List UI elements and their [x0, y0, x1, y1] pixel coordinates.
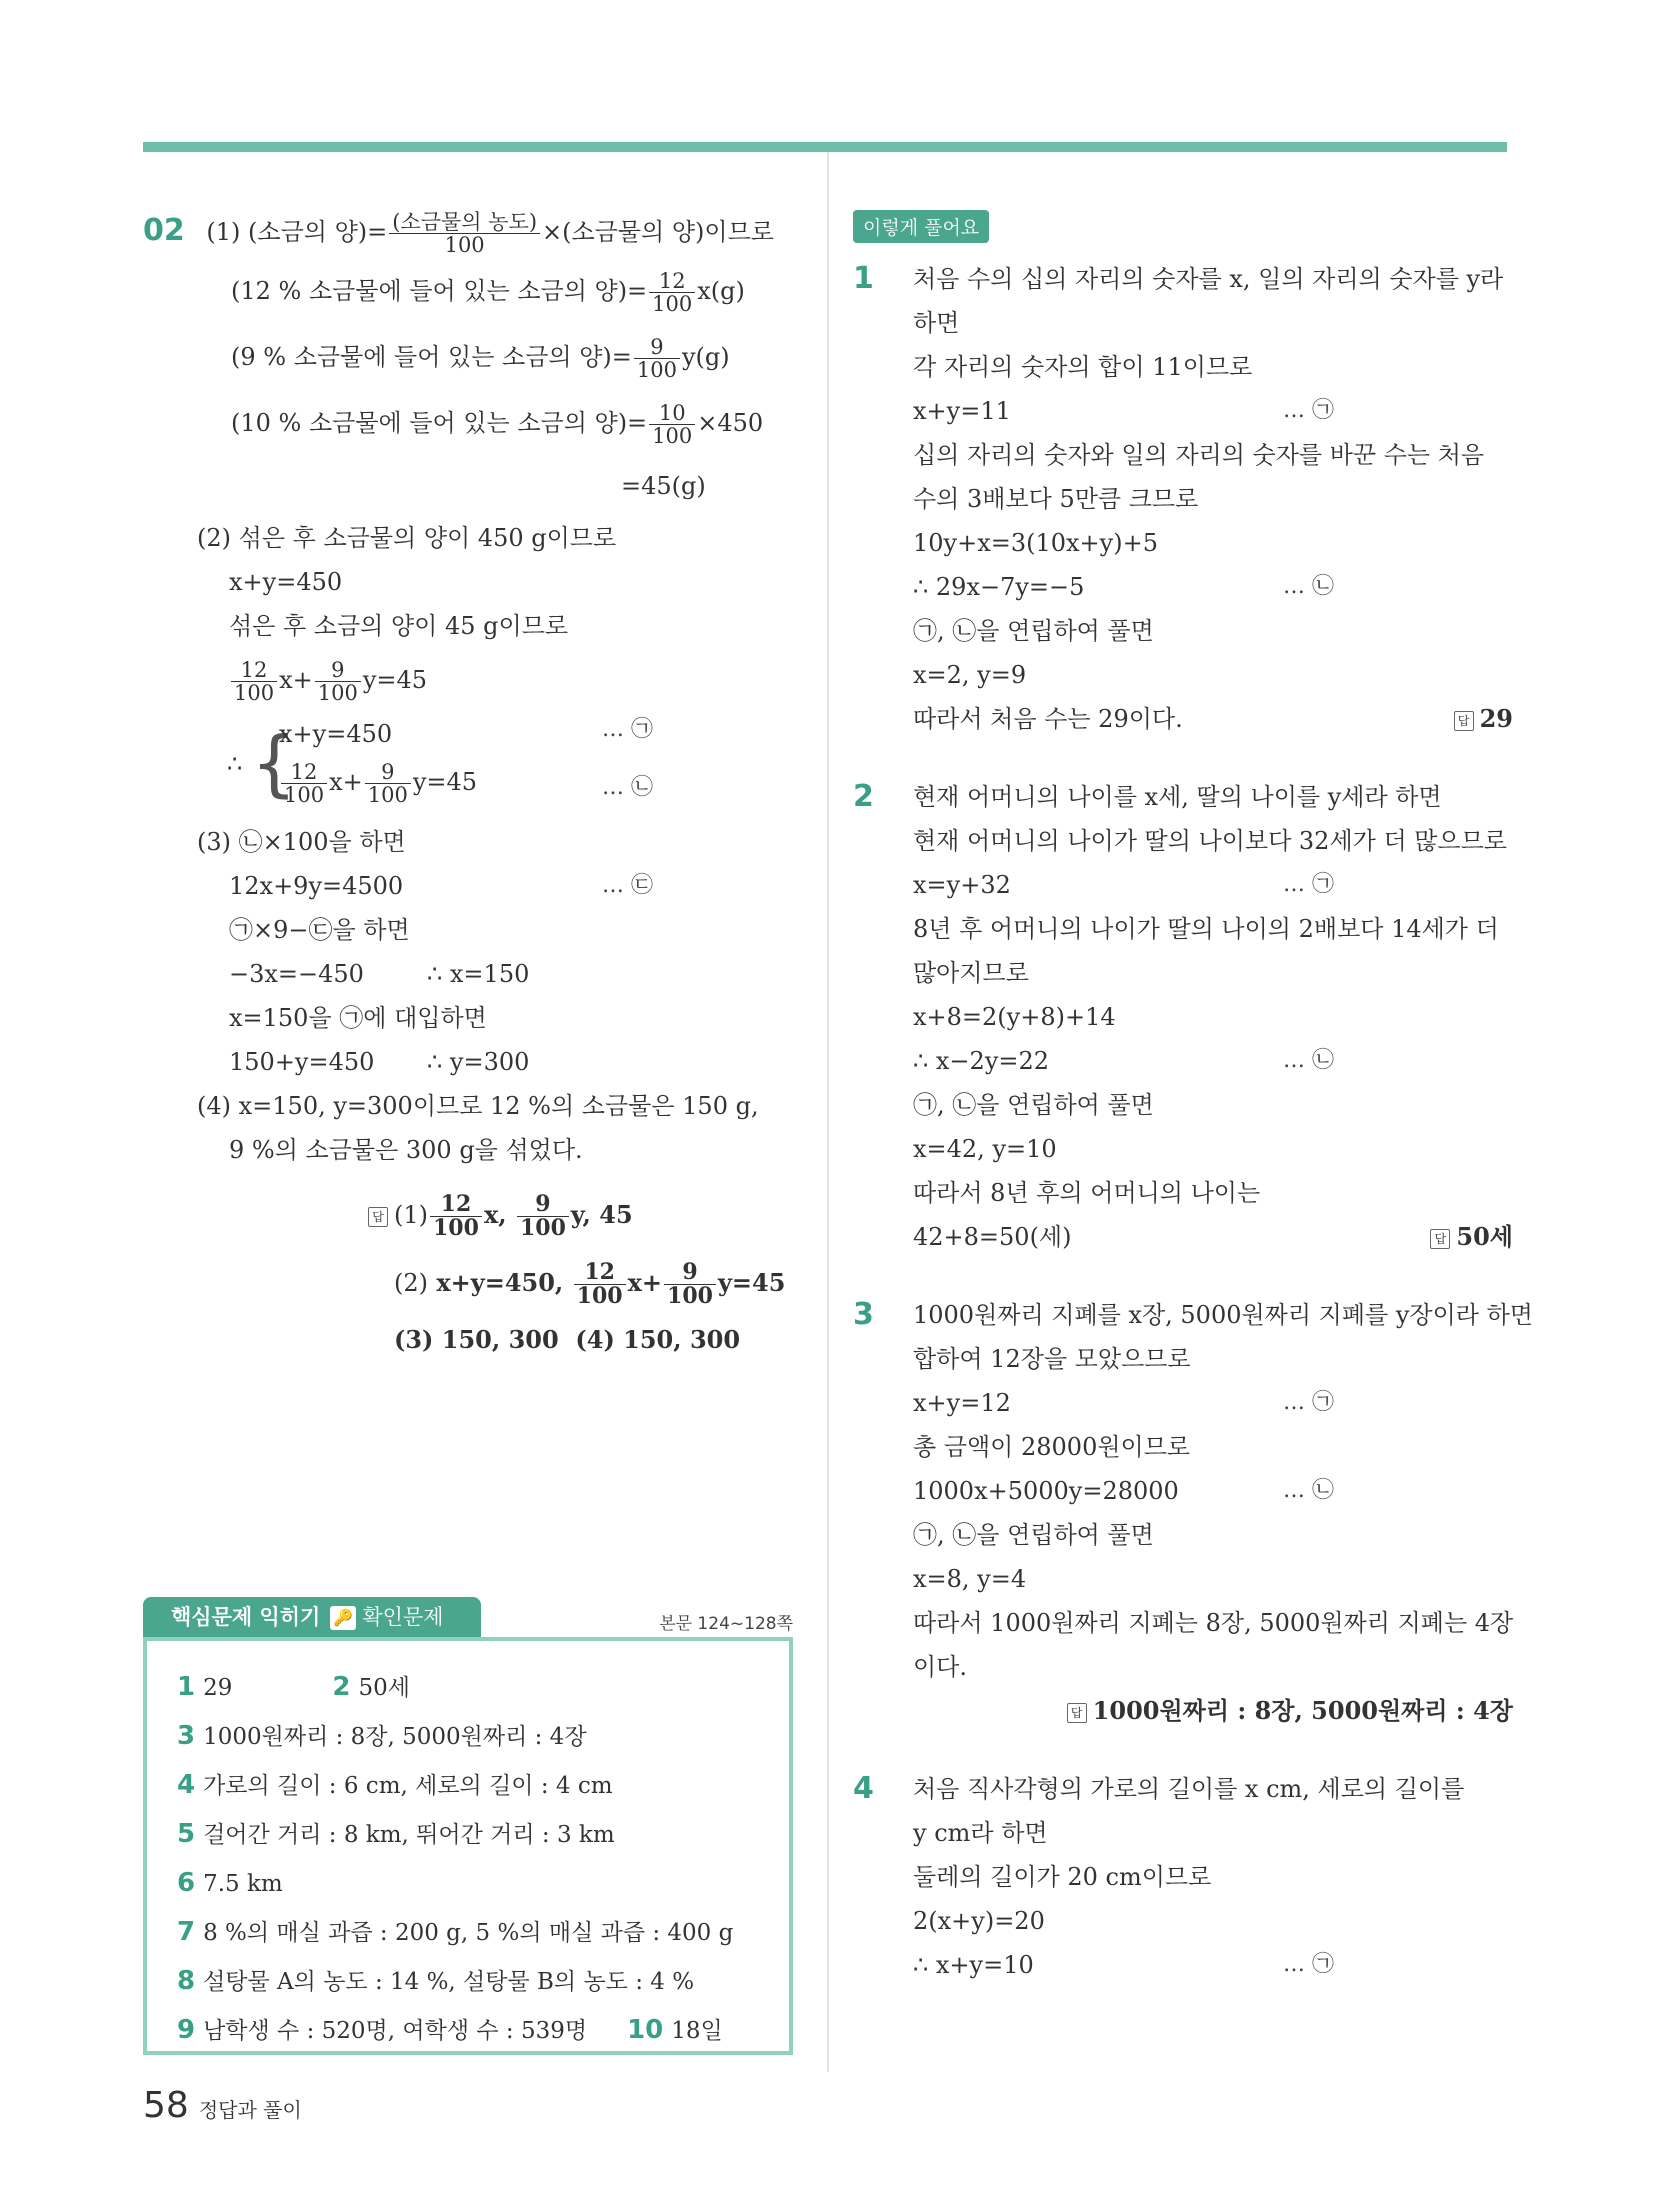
text: 따라서 8년 후의 어머니의 나이는: [913, 1179, 1261, 1207]
answer-text: 50세: [1456, 1222, 1513, 1251]
item-number: 2: [332, 1672, 351, 1702]
text: ∴ 29x−7y=−5: [913, 573, 1085, 601]
ref-label: … ㉡: [1283, 574, 1334, 599]
fraction: [649, 402, 695, 447]
right-column: [853, 210, 1533, 2021]
solution-line: [913, 433, 1513, 477]
text: x=150, y=300이므로 12 %의 소금물은 150 g,: [238, 1092, 759, 1120]
text: x,: [483, 1200, 507, 1229]
item-text: 50세: [358, 1675, 410, 1701]
item-number: 10: [627, 2015, 664, 2045]
text: 따라서 1000원짜리 지폐는 8장, 5000원짜리 지폐는 4장: [913, 1609, 1514, 1637]
problem-number: 4: [853, 1771, 874, 1806]
text: ∴ y=300: [427, 1048, 530, 1076]
text: ×(소금물의 양)이므로: [542, 218, 774, 246]
p2-text2: 섞은 후 소금의 양이 45 g이므로: [229, 612, 569, 640]
fraction: [634, 336, 680, 381]
numerator: (소금물의 농도): [389, 211, 540, 234]
denominator: 100: [667, 1283, 713, 1309]
solution-line: [913, 565, 1513, 609]
text: (3) 150, 300: [394, 1325, 559, 1354]
text: (12 % 소금물에 들어 있는 소금의 양)=: [231, 277, 648, 305]
ref-label: … ㉠: [602, 717, 653, 742]
item-number: 1: [177, 1672, 196, 1702]
answer-3-4: [368, 1318, 793, 1362]
text: 12x+9y=4500: [229, 872, 404, 900]
text: ∴ x+y=10: [913, 1951, 1034, 1979]
solution-line: [913, 1171, 1513, 1215]
text: x=2, y=9: [913, 661, 1027, 689]
salt-12-line: [231, 258, 793, 324]
answers-block: [143, 1182, 793, 1362]
numerator: 10: [649, 402, 695, 425]
part-label: (3): [197, 828, 231, 856]
numerator: 9: [315, 659, 361, 682]
item-text: 29: [203, 1675, 233, 1701]
denominator: 100: [284, 783, 325, 807]
solution-line: [913, 1855, 1513, 1899]
answer-icon: 답: [1454, 711, 1474, 731]
text: 처음 직사각형의 가로의 길이를 x cm, 세로의 길이를: [913, 1775, 1465, 1803]
ref-label: … ㉡: [1283, 1048, 1334, 1073]
numerator: 12: [649, 270, 695, 293]
text: 수의 3배보다 5만큼 크므로: [913, 485, 1199, 513]
p3-eq3: [197, 1040, 793, 1084]
answer: [913, 1689, 1513, 1733]
solution-problem: [853, 1767, 1513, 1987]
item-text: 8 %의 매실 과즙 : 200 g, 5 %의 매실 과즙 : 400 g: [203, 1920, 734, 1946]
solution-line: [913, 1039, 1513, 1083]
p3-eq2: [197, 952, 793, 996]
solution-badge: 이렇게 풀어요: [853, 210, 989, 243]
answer-text: 1000원짜리 : 8장, 5000원짜리 : 4장: [1092, 1696, 1513, 1725]
salt-9-line: [231, 324, 793, 390]
text: 총 금액이 28000원이므로: [913, 1433, 1191, 1461]
text: x+y=12: [913, 1389, 1011, 1417]
item-text: 18일: [671, 2018, 723, 2044]
text: 각 자리의 숫자의 합이 11이므로: [913, 353, 1253, 381]
item-text: 가로의 길이 : 6 cm, 세로의 길이 : 4 cm: [203, 1773, 613, 1799]
answer: [1454, 697, 1513, 741]
p2-eq2: [197, 648, 793, 712]
text: (10 % 소금물에 들어 있는 소금의 양)=: [231, 409, 648, 437]
tab-title: 핵심문제 익히기: [171, 1605, 321, 1629]
solution-line: [913, 1381, 1513, 1425]
key-icon: 🔑: [330, 1606, 356, 1630]
text: ×450: [697, 409, 764, 437]
page-number: 58: [143, 2085, 189, 2126]
solution-line: [913, 1811, 1513, 1855]
item-number: 5: [177, 1819, 196, 1849]
answer-key-item: [177, 1663, 759, 1712]
denominator: 100: [367, 783, 408, 807]
fraction: [281, 761, 327, 806]
text: x+y=11: [913, 397, 1011, 425]
text: 현재 어머니의 나이가 딸의 나이보다 32세가 더 많으므로: [913, 827, 1507, 855]
part-label: (2): [394, 1269, 428, 1297]
text: y=45: [362, 666, 428, 694]
p4-text2: 9 %의 소금물은 300 g을 섞었다.: [229, 1136, 583, 1164]
solution-list: [853, 257, 1533, 1987]
item-text: 걸어간 거리 : 8 km, 뛰어간 거리 : 3 km: [203, 1822, 615, 1848]
numerator: 12: [231, 659, 277, 682]
text: (소금의 양)=: [248, 218, 388, 246]
answer-key-frame: [143, 1637, 793, 2055]
text: 많아지므로: [913, 959, 1029, 987]
solution-line: [913, 1215, 1513, 1259]
numerator: 9: [664, 1261, 716, 1285]
text: ㉡×100을 하면: [238, 828, 406, 856]
numerator: 9: [365, 761, 411, 784]
item-number: 3: [177, 1721, 196, 1751]
part-label: (2): [197, 524, 231, 552]
text: 8년 후 어머니의 나이가 딸의 나이의 2배보다 14세가 더: [913, 915, 1499, 943]
denominator: 100: [652, 424, 693, 448]
text: 둘레의 길이가 20 cm이므로: [913, 1863, 1212, 1891]
part-label: (1): [206, 218, 241, 246]
ref-label: … ㉠: [1283, 1952, 1334, 1977]
numerator: 9: [634, 336, 680, 359]
tab-subtitle: 확인문제: [362, 1605, 444, 1629]
fraction: [574, 1258, 626, 1309]
solution-line: [913, 1083, 1513, 1127]
numerator: 12: [281, 761, 327, 784]
solution-line: [913, 1557, 1513, 1601]
p3-text3: x=150을 ㉠에 대입하면: [229, 1004, 487, 1032]
solution-problem: [853, 1293, 1533, 1733]
text: 하면: [913, 309, 960, 337]
text: x+y=450,: [436, 1268, 564, 1297]
solution-line: [913, 863, 1513, 907]
page-reference: 본문 124~128쪽: [659, 1614, 793, 1634]
text: 따라서 처음 수는 29이다.: [913, 705, 1183, 733]
denominator: 100: [433, 1215, 479, 1241]
answer-icon: 답: [1067, 1703, 1087, 1723]
text: ㉠, ㉡을 연립하여 풀면: [913, 1091, 1154, 1119]
ref-label: … ㉢: [602, 873, 653, 898]
equation-system: [197, 712, 793, 820]
text: 2(x+y)=20: [913, 1907, 1045, 1935]
answer-text: 29: [1479, 704, 1513, 733]
answer-icon: 답: [1430, 1229, 1450, 1249]
solution-line: [913, 1767, 1513, 1811]
answer-icon: 답: [368, 1207, 388, 1227]
part-label: (1): [394, 1201, 428, 1229]
item-number: 8: [177, 1966, 196, 1996]
text: x=8, y=4: [913, 1565, 1027, 1593]
denominator: 100: [519, 1215, 566, 1241]
solution-line: [913, 345, 1513, 389]
answer-key-item: [177, 1761, 759, 1810]
text: x+: [329, 768, 363, 796]
text: x=42, y=10: [913, 1135, 1057, 1163]
solution-line: [913, 1943, 1513, 1987]
left-column: [143, 205, 793, 1362]
text: 42+8=50(세): [913, 1223, 1072, 1251]
solution-line: [913, 1899, 1513, 1943]
solution-line: [913, 697, 1513, 741]
solution-line: [913, 257, 1513, 301]
solution-line: [913, 907, 1513, 951]
text: 이다.: [913, 1653, 967, 1681]
denominator: 100: [652, 292, 693, 316]
text: 1000원짜리 지폐를 x장, 5000원짜리 지폐를 y장이라 하면: [913, 1301, 1533, 1329]
text: x+: [627, 1268, 663, 1297]
solution-line: [913, 1425, 1513, 1469]
column-divider: [827, 152, 829, 2072]
ref-label: … ㉡: [602, 775, 653, 800]
solution-line: [913, 995, 1513, 1039]
text: 처음 수의 십의 자리의 숫자를 x, 일의 자리의 숫자를 y라: [913, 265, 1504, 293]
item-number: 4: [177, 1770, 196, 1800]
solution-line: [913, 1337, 1513, 1381]
numerator: 9: [517, 1193, 569, 1217]
sys-eq2: [279, 760, 477, 806]
p3-text2: ㉠×9−㉢을 하면: [229, 916, 410, 944]
text: ㉠, ㉡을 연립하여 풀면: [913, 1521, 1154, 1549]
fraction: [231, 659, 277, 704]
answer-key-tab: [143, 1597, 481, 1637]
p2-line: [197, 516, 793, 560]
fraction: [365, 761, 411, 806]
text: x+y=450: [279, 720, 393, 748]
p1-line: [143, 205, 793, 258]
solution-line: [913, 521, 1513, 565]
denominator: 100: [576, 1283, 623, 1309]
numerator: 12: [574, 1261, 626, 1285]
text: x+8=2(y+8)+14: [913, 1003, 1116, 1031]
p3-eq1: [197, 864, 793, 908]
numerator: 12: [430, 1193, 482, 1217]
denominator: 100: [444, 233, 485, 257]
answer-key-item: [177, 1957, 759, 2006]
solution-problem: [853, 775, 1513, 1259]
solution-line: [913, 951, 1513, 995]
solution-problem: [853, 257, 1513, 741]
ref-label: … ㉡: [1283, 1478, 1334, 1503]
text: ㉠, ㉡을 연립하여 풀면: [913, 617, 1154, 645]
text: 150+y=450: [229, 1048, 375, 1076]
text: y cm라 하면: [913, 1819, 1048, 1847]
fraction: [389, 211, 540, 256]
fraction: [517, 1190, 569, 1241]
item-text: 7.5 km: [203, 1871, 283, 1897]
brace: {: [251, 721, 297, 805]
text: 섞은 후 소금물의 양이 450 g이므로: [238, 524, 617, 552]
text: 합하여 12장을 모았으므로: [913, 1345, 1191, 1373]
solution-line: [913, 1601, 1513, 1645]
item-text: 설탕물 A의 농도 : 14 %, 설탕물 B의 농도 : 4 %: [203, 1969, 695, 1995]
solution-line: [913, 653, 1513, 697]
solution-line: [913, 1645, 1513, 1689]
solution-line: [913, 477, 1513, 521]
answer-key-item: [177, 1810, 759, 1859]
fraction: [664, 1258, 716, 1309]
solution-line: [913, 1293, 1533, 1337]
denominator: 100: [636, 358, 677, 382]
text: 현재 어머니의 나이를 x세, 딸의 나이를 y세라 하면: [913, 783, 1442, 811]
problem-number: 3: [853, 1297, 874, 1332]
answer-1: [368, 1182, 793, 1248]
text: −3x=−450: [229, 960, 364, 988]
text: y, 45: [570, 1200, 633, 1229]
text: 10y+x=3(10x+y)+5: [913, 529, 1158, 557]
ref-label: … ㉠: [1283, 398, 1334, 423]
denominator: 100: [234, 681, 275, 705]
solution-line: [913, 1513, 1513, 1557]
part-label: (4): [197, 1092, 231, 1120]
solution-line: [913, 609, 1513, 653]
item-number: 9: [177, 2015, 196, 2045]
item-text: 1000원짜리 : 8장, 5000원짜리 : 4장: [203, 1724, 587, 1750]
page-title: 정답과 풀이: [198, 2098, 302, 2122]
text: 십의 자리의 숫자와 일의 자리의 숫자를 바꾼 수는 처음: [913, 441, 1485, 469]
text: x+: [279, 666, 313, 694]
text: ∴ x=150: [427, 960, 530, 988]
text: x=y+32: [913, 871, 1011, 899]
text: y=45: [717, 1268, 786, 1297]
item-number: 6: [177, 1868, 196, 1898]
fraction: [315, 659, 361, 704]
text: y=45: [412, 768, 478, 796]
therefore-symbol: ∴: [227, 750, 243, 778]
denominator: 100: [317, 681, 358, 705]
answer-key-item: [177, 2006, 759, 2055]
answer: [1430, 1215, 1513, 1259]
salt-10-result: =45(g): [621, 472, 706, 500]
sys-eq1: [279, 712, 392, 756]
solution-line: [913, 301, 1513, 345]
salt-10-line: [231, 390, 793, 456]
text: (4) 150, 300: [575, 1325, 741, 1354]
text: ∴ x−2y=22: [913, 1047, 1050, 1075]
item-text: 남학생 수 : 520명, 여학생 수 : 539명: [203, 2018, 588, 2044]
answer-key-item: [177, 1712, 759, 1761]
text: y(g): [682, 343, 730, 371]
problem-number: 1: [853, 261, 874, 296]
text: x(g): [697, 277, 745, 305]
solution-line: [913, 1127, 1513, 1171]
answer-2: [368, 1248, 793, 1318]
solution-line: [913, 389, 1513, 433]
top-accent-bar: [143, 142, 1507, 152]
solution-line: [913, 1469, 1513, 1513]
solution-line: [913, 819, 1513, 863]
page-footer: [143, 2085, 302, 2126]
p3-line: [197, 820, 793, 864]
ref-label: … ㉠: [1283, 872, 1334, 897]
ref-label: … ㉠: [1283, 1390, 1334, 1415]
text: 1000x+5000y=28000: [913, 1477, 1179, 1505]
fraction: [430, 1190, 482, 1241]
answer-key-item: [177, 1908, 759, 1957]
fraction: [649, 270, 695, 315]
item-number: 7: [177, 1917, 196, 1947]
problem-number: 02: [143, 213, 185, 248]
answer-key-item: [177, 1859, 759, 1908]
solution-line: [913, 775, 1513, 819]
p4-line: [197, 1084, 793, 1128]
text: (9 % 소금물에 들어 있는 소금의 양)=: [231, 343, 632, 371]
problem-number: 2: [853, 779, 874, 814]
p2-eq1: x+y=450: [229, 568, 343, 596]
